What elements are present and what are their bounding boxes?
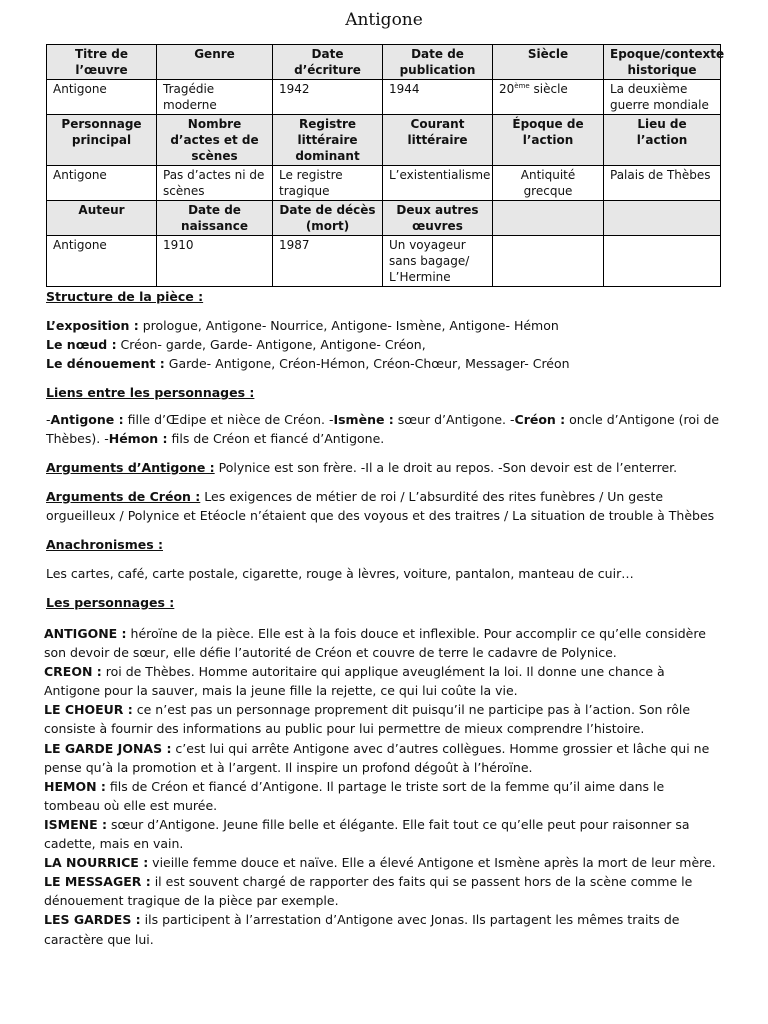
table-cell: Palais de Thèbes — [604, 166, 721, 201]
table-cell: L’existentialisme — [383, 166, 493, 201]
table-cell: Registre littéraire dominant — [273, 115, 383, 166]
character-name: LA NOURRICE : — [44, 855, 149, 871]
table-row — [47, 45, 721, 80]
table-cell: Antigone — [47, 166, 157, 201]
table-cell: Personnage principal — [47, 115, 157, 166]
structure-text: Garde- Antigone, Créon-Hémon, Créon-Chœur, Messager- Créon — [164, 356, 570, 371]
character-name: LES GARDES : — [44, 912, 141, 928]
structure-heading: Structure de la pièce : — [46, 289, 204, 304]
character-name: Hémon : — [108, 431, 168, 446]
list-item — [44, 872, 724, 910]
table-cell: Date d’écriture — [273, 45, 383, 80]
table-cell: Date de publication — [383, 45, 493, 80]
table-cell: Antiquité grecque — [493, 166, 604, 201]
table-row — [47, 201, 721, 236]
arguments-creon — [46, 487, 726, 525]
table-cell: Epoque/contexte historique — [604, 45, 721, 80]
table-cell: Courant littéraire — [383, 115, 493, 166]
arguments-antigone — [46, 458, 726, 477]
table-cell: Époque de l’action — [493, 115, 604, 166]
liens-heading: Liens entre les personnages : — [46, 385, 255, 400]
character-name: Créon : — [514, 412, 566, 427]
character-name: LE GARDE JONAS : — [44, 740, 172, 756]
table-row — [47, 80, 721, 115]
table-cell: Date de naissance — [157, 201, 273, 236]
character-name: ANTIGONE : — [44, 626, 127, 641]
table-cell-empty — [604, 236, 721, 287]
document-body — [46, 287, 726, 612]
list-item — [44, 662, 724, 700]
character-name: LE MESSAGER : — [44, 874, 151, 890]
personnages-list — [44, 624, 724, 949]
structure-label: Le dénouement : — [46, 356, 165, 371]
structure-exposition — [46, 316, 726, 335]
arguments-creon-heading: Arguments de Créon : — [46, 489, 201, 504]
list-item — [44, 739, 724, 777]
arguments-creon-text: Les exigences de métier de roi / L’absurdité des rites funèbres / Un geste orgueilleux / Polynice et Etéocle n’étaient que des voyous et des traitres / La situation de trouble à Thèbes — [46, 489, 715, 523]
character-name: ISMENE : — [44, 816, 107, 832]
structure-denouement — [46, 354, 726, 373]
table-row — [47, 166, 721, 201]
character-description: c’est lui qui arrête Antigone avec d’autres collègues. Homme grossier et lâche qui ne pense qu’à la promotion et à l’argent. Il inspire un profond dégoût à l’héroïne. — [44, 740, 710, 775]
table-cell: Le registre tragique — [273, 166, 383, 201]
table-cell: 1942 — [273, 80, 383, 115]
table-cell-empty — [604, 201, 721, 236]
character-description: vieille femme douce et naïve. Elle a élevé Antigone et Ismène après la mort de leur mère. — [148, 855, 716, 871]
character-name: Ismène : — [333, 412, 394, 427]
list-item — [44, 853, 724, 872]
liens-text: oncle d’Antigone (roi de Thèbes). - — [46, 412, 720, 446]
structure-label: L’exposition : — [46, 318, 139, 333]
table-cell: 1944 — [383, 80, 493, 115]
liens-paragraph — [46, 410, 726, 448]
liens-text: fils de Créon et fiancé d’Antigone. — [167, 431, 385, 446]
liens-text: sœur d’Antigone. - — [393, 412, 515, 427]
table-cell: Auteur — [47, 201, 157, 236]
table-cell: Antigone — [47, 236, 157, 287]
table-cell: Siècle — [493, 45, 604, 80]
liens-text: fille d’Œdipe et nièce de Créon. - — [123, 412, 334, 427]
century-cell — [493, 80, 604, 115]
info-table — [46, 44, 725, 287]
table-cell: Deux autres œuvres — [383, 201, 493, 236]
character-name: LE CHOEUR : — [44, 702, 133, 718]
list-item — [44, 910, 724, 948]
list-item — [44, 777, 724, 815]
table-cell: Date de décès (mort) — [273, 201, 383, 236]
table-cell-empty — [493, 201, 604, 236]
list-item — [44, 624, 724, 662]
table-cell-empty — [493, 236, 604, 287]
table-cell: Pas d’actes ni de scènes — [157, 166, 273, 201]
dash: - — [46, 412, 51, 427]
personnages-heading: Les personnages : — [46, 595, 175, 610]
arguments-antigone-text: Polynice est son frère. -Il a le droit au repos. -Son devoir est de l’enterrer. — [214, 460, 678, 475]
character-description: héroïne de la pièce. Elle est à la fois douce et inflexible. Pour accomplir ce qu’elle considère son devoir de sœur, elle défie l’autorité de Créon et couvre de terre le cadavre de Polynice. — [44, 626, 706, 661]
table-cell: Tragédie moderne — [157, 80, 273, 115]
table-cell: 1910 — [157, 236, 273, 287]
character-description: ils participent à l’arrestation d’Antigone avec Jonas. Ils partagent les mêmes traits de caractère que lui. — [44, 912, 680, 947]
table-cell: Lieu de l’action — [604, 115, 721, 166]
century-suffix: ème — [514, 82, 530, 90]
arguments-antigone-heading: Arguments d’Antigone : — [46, 460, 215, 475]
table-cell: 1987 — [273, 236, 383, 287]
structure-label: Le nœud : — [46, 337, 117, 352]
character-description: il est souvent chargé de rapporter des faits qui se passent hors de la scène comme le dénouement tragique de la pièce par exemple. — [44, 874, 693, 909]
structure-noeud — [46, 335, 726, 354]
character-name: CREON : — [44, 664, 102, 680]
anachronismes-heading: Anachronismes : — [46, 537, 163, 552]
list-item — [44, 700, 724, 738]
century-number: 20 — [499, 82, 515, 96]
table-cell: Titre de l’œuvre — [47, 45, 157, 80]
document-title: Antigone — [345, 10, 423, 30]
list-item — [44, 815, 724, 853]
table-cell: Antigone — [47, 80, 157, 115]
table-row — [47, 236, 721, 287]
table-cell: Genre — [157, 45, 273, 80]
character-description: ce n’est pas un personnage proprement dit puisqu’il ne participe pas à l’action. Son rôle consiste à fournir des informations au public pour lui permettre de mieux comprendre l’histoire. — [44, 702, 691, 737]
character-description: fils de Créon et fiancé d’Antigone. Il partage le triste sort de la femme qu’il aime dans le tombeau où elle est murée. — [44, 778, 665, 813]
table-cell: Nombre d’actes et de scènes — [157, 115, 273, 166]
century-rest: siècle — [529, 82, 568, 96]
anachronismes-text: Les cartes, café, carte postale, cigarette, rouge à lèvres, voiture, pantalon, manteau de cuir… — [46, 566, 634, 581]
table-cell: Un voyageur sans bagage/ L’Hermine — [383, 236, 493, 287]
table-cell: La deuxième guerre mondiale — [604, 80, 721, 115]
character-name: Antigone : — [50, 412, 124, 427]
character-description: roi de Thèbes. Homme autoritaire qui applique aveuglément la loi. Il donne une chance à Antigone pour la sauver, mais la jeune fille la rejette, ce qui lui coûte la vie. — [44, 664, 665, 699]
structure-text: prologue, Antigone- Nourrice, Antigone- Ismène, Antigone- Hémon — [138, 318, 559, 333]
character-description: sœur d’Antigone. Jeune fille belle et élégante. Elle fait tout ce qu’elle peut pour raisonner sa cadette, mais en vain. — [44, 816, 690, 852]
character-name: HEMON : — [44, 778, 106, 794]
structure-text: Créon- garde, Garde- Antigone, Antigone- Créon, — [116, 337, 426, 352]
table-row — [47, 115, 721, 166]
